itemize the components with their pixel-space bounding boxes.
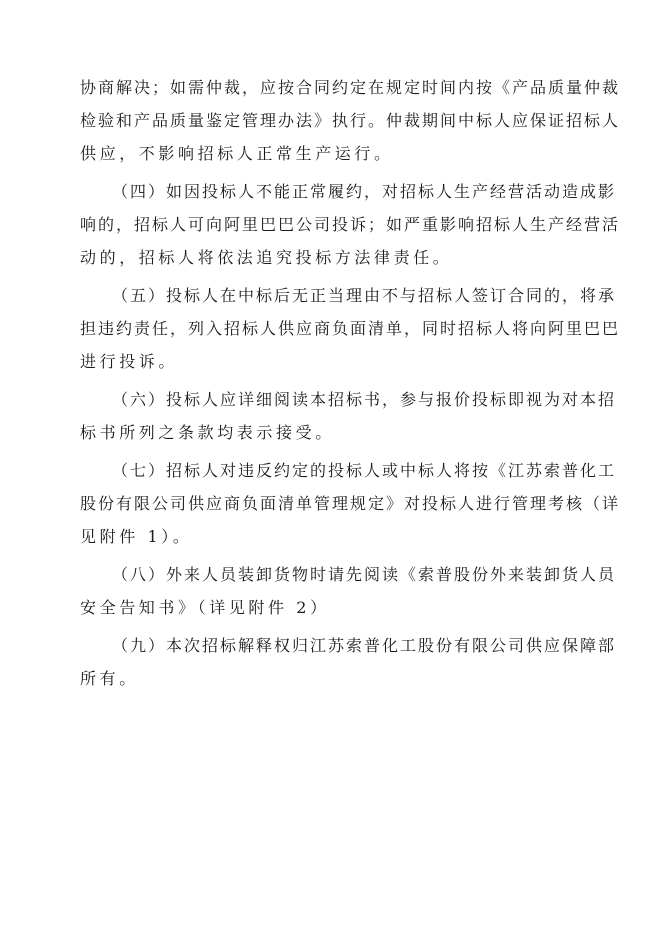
text-line: 所有。 — [80, 669, 139, 688]
text-line: 动的，招标人将依法追究投标方法律责任。 — [80, 248, 453, 267]
text-line: 见附件 1）。 — [80, 527, 193, 546]
text-line: 安全告知书》（详见附件 2） — [80, 598, 330, 617]
paragraph — [80, 629, 617, 695]
paragraph — [80, 279, 621, 378]
text-line: 检验和产品质量鉴定管理办法》执行。仲裁期间中标人应保证招标人 — [80, 111, 621, 130]
paragraph — [80, 71, 621, 170]
text-line: 进行投诉。 — [80, 352, 179, 371]
text-line: （七）招标人对违反约定的投标人或中标人将按《江苏索普化工 — [112, 461, 617, 480]
text-line: （八）外来人员装卸货物时请先阅读《索普股份外来装卸货人员 — [112, 565, 617, 584]
paragraph — [80, 175, 621, 274]
document-body — [80, 71, 621, 700]
text-line: （四）如因投标人不能正常履约，对招标人生产经营活动造成影 — [112, 182, 617, 201]
paragraph — [80, 383, 617, 449]
text-line: 标书所列之条款均表示接受。 — [80, 423, 335, 442]
text-line: （九）本次招标解释权归江苏索普化工股份有限公司供应保障部 — [112, 636, 617, 655]
text-line: （六）投标人应详细阅读本招标书，参与报价投标即视为对本招 — [112, 390, 617, 409]
text-line: 供应，不影响招标人正常生产运行。 — [80, 144, 394, 163]
paragraph — [80, 558, 617, 624]
paragraph — [80, 454, 621, 553]
text-line: 担违约责任，列入招标人供应商负面清单，同时招标人将向阿里巴巴 — [80, 319, 621, 338]
text-line: 响的，招标人可向阿里巴巴公司投诉；如严重影响招标人生产经营活 — [80, 215, 621, 234]
text-line: 协商解决；如需仲裁，应按合同约定在规定时间内按《产品质量仲裁 — [80, 78, 621, 97]
text-line: （五）投标人在中标后无正当理由不与招标人签订合同的，将承 — [112, 286, 617, 305]
text-line: 股份有限公司供应商负面清单管理规定》对投标人进行管理考核（详 — [80, 494, 621, 513]
